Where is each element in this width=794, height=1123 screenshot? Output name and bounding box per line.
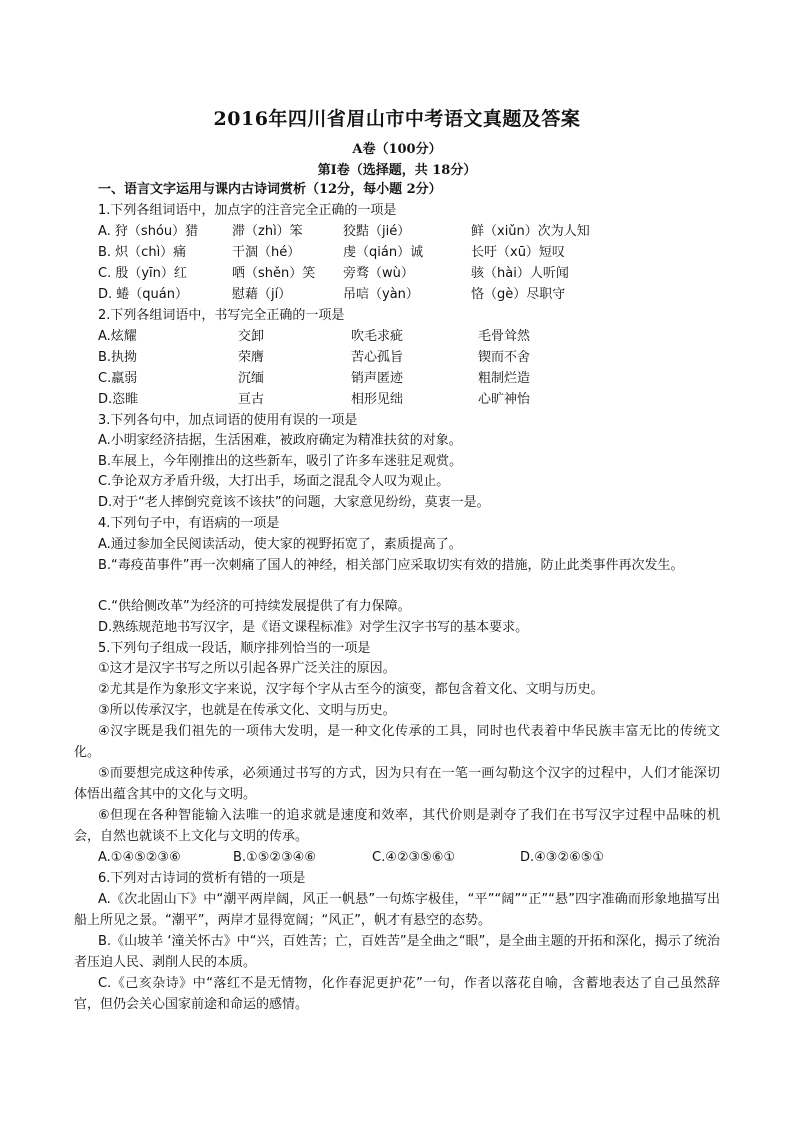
q2-d-1: D.恣睢 [98, 392, 139, 407]
q1-b-3: 虔（qián）诚 [343, 245, 424, 260]
q4-option-b: B.“毒疫苗事件”再一次刺痛了国人的神经，相关部门应采取切实有效的措施，防止此类事件再次发生。 [98, 558, 684, 573]
q2-c-1: C.羸弱 [98, 371, 138, 386]
q1-b-1: B. 炽（chì）痛 [98, 245, 187, 260]
part1-heading: 第Ⅰ卷（选择题，共 18分） [317, 163, 477, 178]
q3-option-d: D.对于“老人摔倒究竟该不该扶”的问题，大家意见纷纷，莫衷一是。 [98, 495, 490, 510]
q2-b-1: B.执拗 [98, 350, 138, 365]
q5-option-a: A.①④⑤②③⑥ [98, 850, 181, 865]
q1-d-2: 慰藉（jí） [232, 287, 292, 302]
q4-option-d: D.熟练规范地书写汉字，是《语文课程标准》对学生汉字书写的基本要求。 [98, 620, 529, 635]
q4-stem: 4.下列句子中，有语病的一项是 [98, 516, 280, 531]
q2-d-3: 相形见绌 [351, 392, 404, 407]
q1-d-1: D. 蜷（quán） [98, 287, 188, 302]
q2-d-4: 心旷神怡 [478, 392, 531, 407]
q5-stem: 5.下列句子组成一段话，顺序排列恰当的一项是 [98, 641, 371, 656]
q1-c-3: 旁骛（wù） [343, 266, 414, 281]
volume-a-heading: A卷（100分） [352, 142, 442, 157]
q2-c-3: 销声匿迹 [351, 371, 404, 386]
q5-sentence-6: ⑥但现在各种智能输入法唯一的追求就是速度和效率，其代价则是剥夺了我们在书写汉字过程中品味的机会，自然也就谈不上文化与文明的传承。 [74, 808, 720, 844]
section1-heading: 一、语言文字运用与课内古诗词赏析（12分，每小题 2分） [98, 182, 442, 197]
q2-stem: 2.下列各组词语中，书写完全正确的一项是 [98, 308, 345, 323]
q5-sentence-5: ⑤而要想完成这种传承，必须通过书写的方式，因为只有在一笔一画勾勒这个汉字的过程中，人们才能深切体悟出蕴含其中的文化与文明。 [74, 766, 720, 802]
q1-c-2: 哂（shěn）笑 [232, 266, 316, 281]
q2-a-3: 吹毛求疵 [351, 329, 404, 344]
q5-sentence-2: ②尤其是作为象形文字来说，汉字每个字从古至今的演变，都包含着文化、文明与历史。 [98, 682, 604, 697]
q3-option-b: B.车展上，今年刚推出的这些新车，吸引了许多车迷驻足观赏。 [98, 454, 463, 469]
q1-stem: 1.下列各组词语中，加点字的注音完全正确的一项是 [98, 203, 397, 218]
q2-b-2: 荣膺 [238, 350, 265, 365]
q6-option-c: C.《己亥杂诗》中“落红不是无情物，化作春泥更护花”一句，作者以落花自喻，含蓄地表达了自己虽然辞官，但仍会关心国家前途和命运的感情。 [74, 976, 720, 1012]
q1-d-3: 吊唁（yàn） [343, 287, 419, 302]
q4-option-a: A.通过参加全民阅读活动，使大家的视野拓宽了，素质提高了。 [98, 537, 462, 552]
q2-b-4: 锲而不舍 [478, 350, 531, 365]
q1-a-3: 狡黠（jié） [343, 224, 411, 239]
q2-d-2: 亘古 [238, 392, 265, 407]
q3-option-a: A.小明家经济拮据，生活困难，被政府确定为精准扶贫的对象。 [98, 433, 462, 448]
q1-d-4: 恪（gè）尽职守 [471, 287, 566, 302]
q1-a-1: A. 狩（shóu）猎 [98, 224, 199, 239]
q2-b-3: 苦心孤旨 [351, 350, 404, 365]
q5-option-c: C.④②③⑤⑥① [372, 850, 456, 865]
q1-a-2: 滞（zhì）笨 [232, 224, 303, 239]
q1-b-4: 长吁（xū）短叹 [471, 245, 565, 260]
q2-a-4: 毛骨耸然 [478, 329, 531, 344]
q6-stem: 6.下列对古诗词的赏析有错的一项是 [98, 871, 306, 886]
q5-option-b: B.①⑤②③④⑥ [233, 850, 316, 865]
q2-c-2: 沉缅 [238, 371, 265, 386]
q2-a-2: 交卸 [238, 329, 265, 344]
q2-a-1: A.炫耀 [98, 329, 137, 344]
q1-c-4: 骇（hài）人听闻 [471, 266, 569, 281]
q3-option-c: C.争论双方矛盾升级，大打出手，场面之混乱令人叹为观止。 [98, 474, 450, 489]
q1-c-1: C. 殷（yīn）红 [98, 266, 187, 281]
q5-sentence-3: ③所以传承汉字，也就是在传承文化、文明与历史。 [98, 703, 396, 718]
q5-option-d: D.④③②⑥⑤① [520, 850, 605, 865]
q4-option-c: C.“供给侧改革”为经济的可持续发展提供了有力保障。 [98, 599, 411, 614]
document-title: 2016年四川省眉山市中考语文真题及答案 [213, 108, 581, 130]
q1-a-4: 鲜（xiǔn）次为人知 [471, 224, 590, 239]
q5-sentence-4: ④汉字既是我们祖先的一项伟大发明，是一种文化传承的工具，同时也代表着中华民族丰富无比的传统文化。 [74, 724, 720, 760]
q5-sentence-1: ①这才是汉字书写之所以引起各界广泛关注的原因。 [98, 661, 396, 676]
q2-c-4: 粗制烂造 [478, 371, 531, 386]
q1-b-2: 干涸（hé） [232, 245, 301, 260]
q6-option-b: B.《山坡羊 ‘潼关怀古》中“兴，百姓苦；亡，百姓苦”是全曲之“眼”，是全曲主题的开拓和深化，揭示了统治者压迫人民、剥削人民的本质。 [74, 934, 720, 970]
q6-option-a: A.《次北固山下》中“潮平两岸阔，风正一帆悬”一句炼字极佳，“平”“阔”“正”“悬”四字准确而形象地描写出船上所见之景。“潮平”，两岸才显得宽阔；“风正”，帆才有悬空的态势。 [74, 892, 720, 928]
q3-stem: 3.下列各句中，加点词语的使用有误的一项是 [98, 413, 358, 428]
